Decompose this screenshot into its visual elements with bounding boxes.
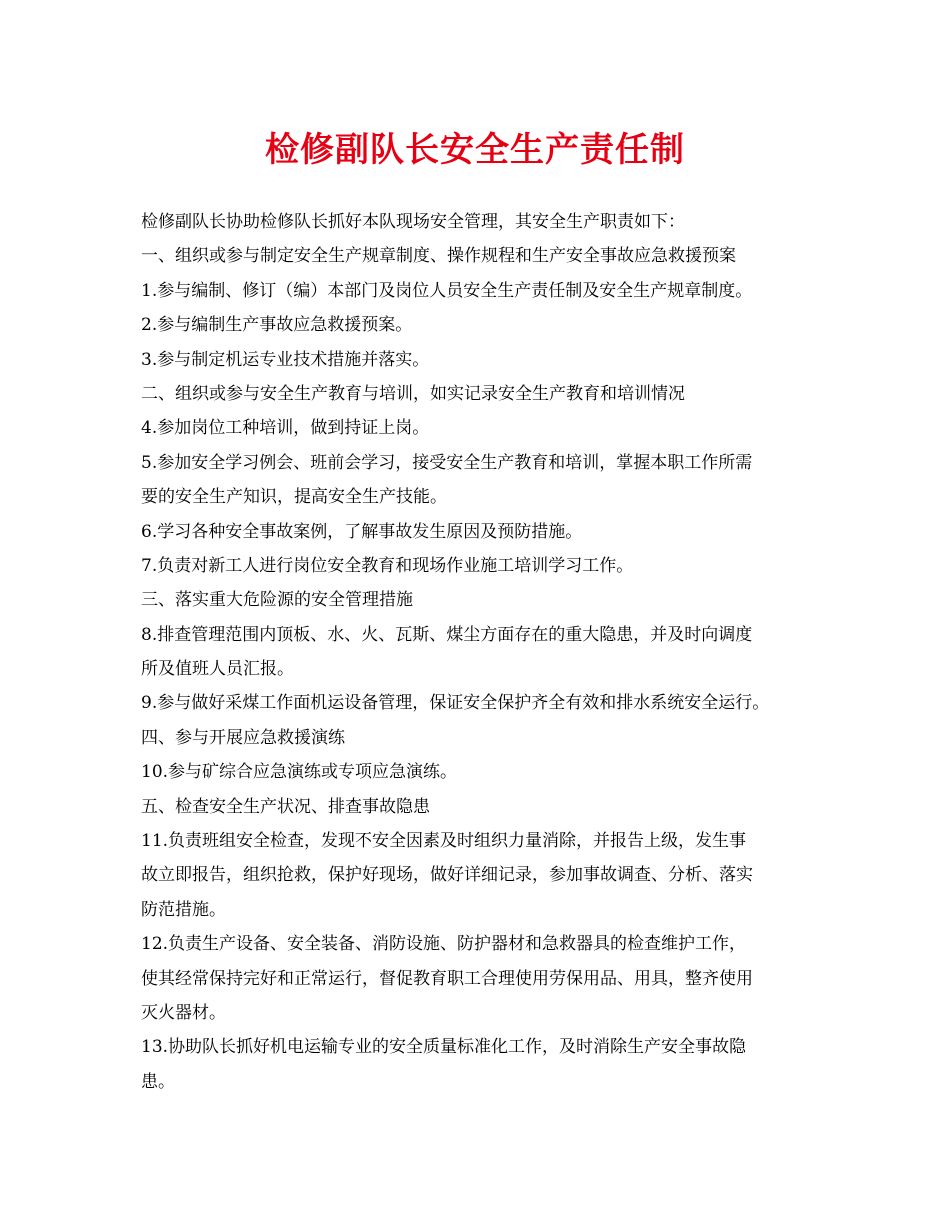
clause-11-continued: 故立即报告，组织抢救，保护好现场，做好详细记录，参加事故调查、分析、落实 <box>141 865 753 886</box>
section-heading-5: 五、检查安全生产状况、排查事故隐患 <box>141 796 430 817</box>
section-heading-1: 一、组织或参与制定安全生产规章制度、操作规程和生产安全事故应急救援预案 <box>141 246 736 267</box>
clause-1: 1.参与编制、修订（编）本部门及岗位人员安全生产责任制及安全生产规章制度。 <box>141 280 753 301</box>
intro-line: 检修副队长协助检修队长抓好本队现场安全管理，其安全生产职责如下： <box>141 212 685 232</box>
clause-13-continued: 患。 <box>141 1071 175 1092</box>
clause-7: 7.负责对新工人进行岗位安全教育和现场作业施工培训学习工作。 <box>141 555 634 576</box>
section-heading-2: 二、组织或参与安全生产教育与培训，如实记录安全生产教育和培训情况 <box>141 383 685 404</box>
clause-5-continued: 要的安全生产知识，提高安全生产技能。 <box>141 487 447 508</box>
clause-2: 2.参与编制生产事故应急救援预案。 <box>141 315 413 336</box>
clause-6: 6.学习各种安全事故案例，了解事故发生原因及预防措施。 <box>141 521 583 542</box>
clause-8: 8.排查管理范围内顶板、水、火、瓦斯、煤尘方面存在的重大隐患，并及时向调度 <box>141 624 753 645</box>
clause-8-continued: 所及值班人员汇报。 <box>141 659 294 680</box>
clause-3: 3.参与制定机运专业技术措施并落实。 <box>141 349 430 370</box>
clause-12: 12.负责生产设备、安全装备、消防设施、防护器材和急救器具的检查维护工作， <box>141 934 747 955</box>
clause-5: 5.参加安全学习例会、班前会学习，接受安全生产教育和培训，掌握本职工作所需 <box>141 452 753 473</box>
document-body <box>141 205 821 1099</box>
clause-11: 11.负责班组安全检查，发现不安全因素及时组织力量消除，并报告上级，发生事 <box>141 831 747 852</box>
section-heading-4: 四、参与开展应急救援演练 <box>141 727 345 748</box>
clause-12-continued-2: 灭火器材。 <box>141 1002 226 1023</box>
clause-13: 13.协助队长抓好机电运输专业的安全质量标准化工作，及时消除生产安全事故隐 <box>141 1037 747 1058</box>
section-heading-3: 三、落实重大危险源的安全管理措施 <box>141 590 413 611</box>
clause-11-continued-2: 防范措施。 <box>141 899 226 920</box>
clause-12-continued: 使其经常保持完好和正常运行，督促教育职工合理使用劳保用品、用具，整齐使用 <box>141 968 753 989</box>
document-title: 检修副队长安全生产责任制 <box>265 130 685 170</box>
clause-9: 9.参与做好采煤工作面机运设备管理，保证安全保护齐全有效和排水系统安全运行。 <box>141 693 770 714</box>
clause-4: 4.参加岗位工种培训，做到持证上岗。 <box>141 418 430 439</box>
clause-10: 10.参与矿综合应急演练或专项应急演练。 <box>141 762 458 783</box>
